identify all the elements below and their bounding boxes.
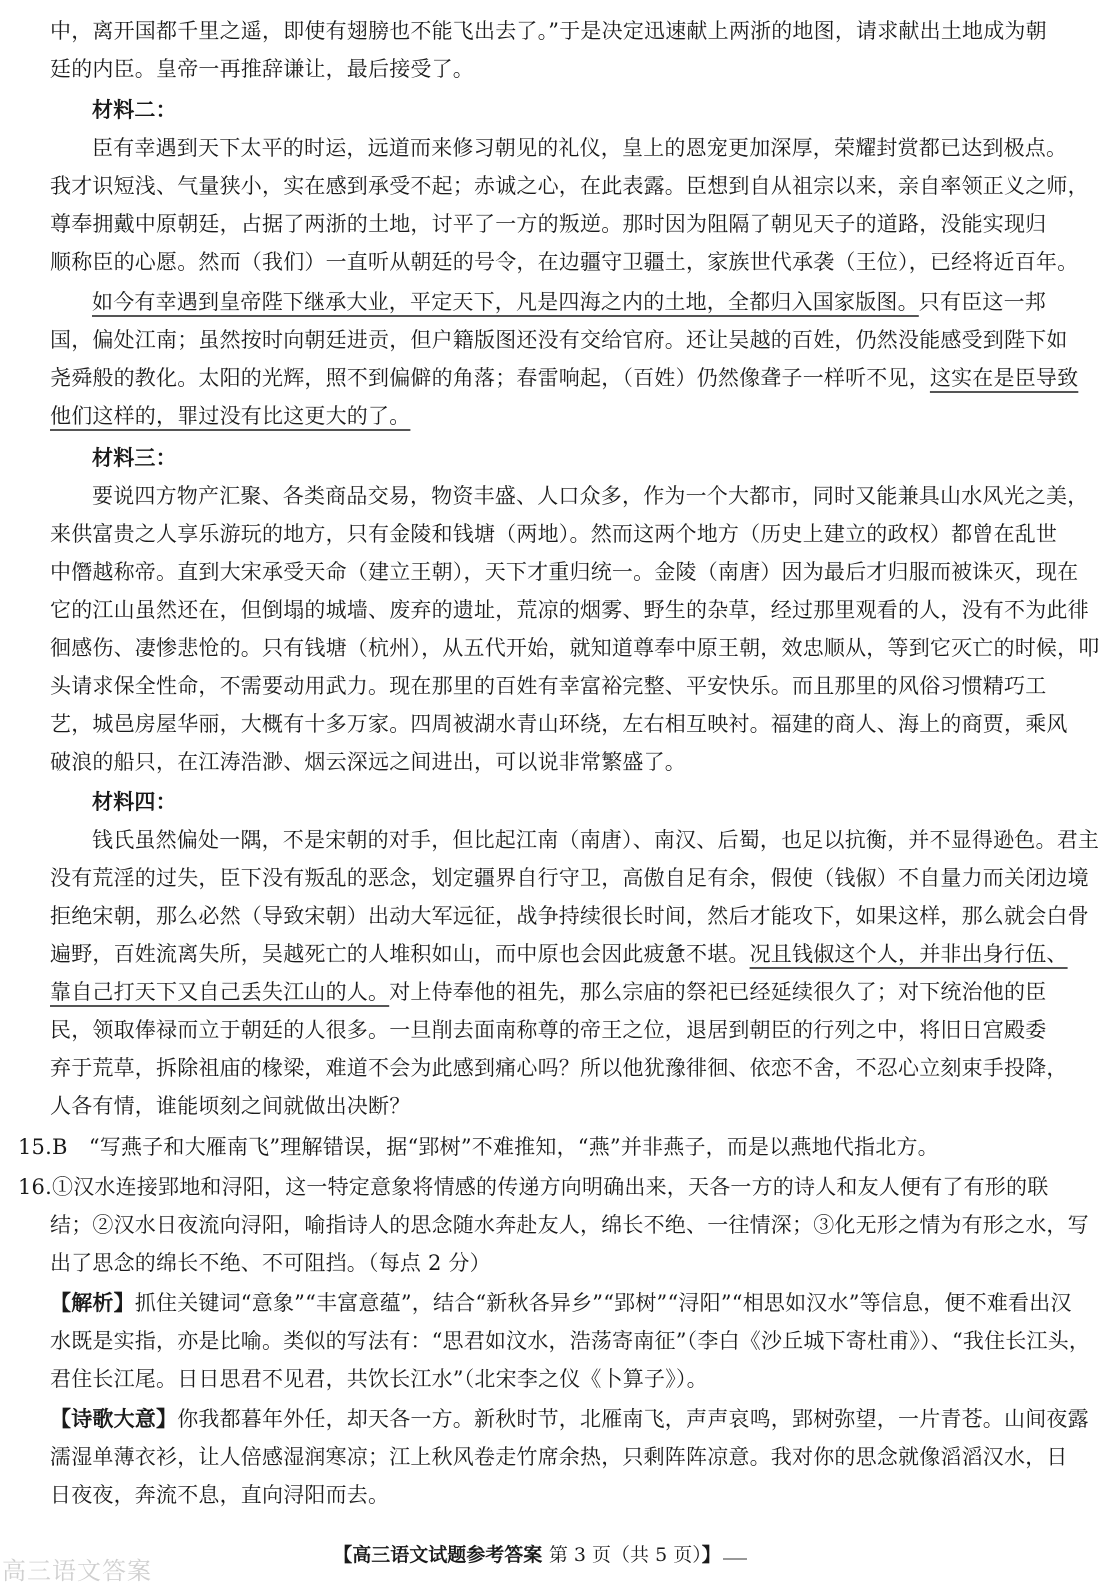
text-line: 靠自己打天下又自己丢失江山的人。对上侍奉他的祖先，那么宗庙的祭祀已经延续很久了；对下统治他的臣	[50, 980, 1047, 1004]
text-line: 要说四方物产汇聚、各类商品交易，物资丰盛、人口众多，作为一个大都市，同时又能兼具山水风光之美，	[92, 484, 1089, 508]
footer-title: 【高三语文试题参考答案	[333, 1544, 543, 1566]
text-line: 遍野，百姓流离失所，吴越死亡的人堆积如山，而中原也会因此疲惫不堪。况且钱俶这个人，并非出身行伍、	[50, 942, 1068, 966]
text-line: 濡湿单薄衣衫，让人倍感湿润寒凉；江上秋风卷走竹席余热，只剩阵阵凉意。我对你的思念就像滔滔汉水，日	[50, 1445, 1068, 1469]
analysis-line: 【解析】抓住关键词“意象”“丰富意蕴”，结合“新秋各异乡”“郢树”“浔阳”“相思如汉水”等信息，便不难看出汉	[50, 1290, 1072, 1315]
text-line: 结；②汉水日夜流向浔阳，喻指诗人的思念随水奔赴友人，绵长不绝、一往情深；③化无形之情为有形之水，写	[50, 1213, 1089, 1237]
text-line: 君住长江尾。日日思君不见君，共饮长江水”（北宋李之仪《卜算子》）。	[50, 1367, 708, 1391]
underlined-sentence: 这实在是臣导致	[929, 366, 1079, 390]
answer-15: 15.B “写燕子和大雁南飞”理解错误，据“郢树”不难推知，“燕”并非燕子，而是以燕地代指北方。	[18, 1135, 939, 1159]
text-line: 廷的内臣。皇帝一再推辞谦让，最后接受了。	[50, 57, 474, 81]
text-line: 来供富贵之人享乐游玩的地方，只有金陵和钱塘（两地）。然而这两个地方（历史上建立的政权）都曾在乱世	[50, 522, 1058, 546]
underlined-sentence: 靠自己打天下又自己丢失江山的人。	[50, 980, 390, 1004]
text-line: 钱氏虽然偏处一隅，不是宋朝的对手，但比起江南（南唐）、南汉、后蜀，也足以抗衡，并不显得逊色。君主	[92, 828, 1100, 852]
text-line: 水既是实指，亦是比喻。类似的写法有：“思君如汶水，浩荡寄南征”（李白《沙丘城下寄杜甫》）、“我住长江头，	[50, 1329, 1091, 1353]
poem-meaning-line: 【诗歌大意】你我都暮年外任，却天各一方。新秋时节，北雁南飞，声声哀鸣，郢树弥望，一片青苍。山间夜露	[50, 1406, 1089, 1431]
text-line	[50, 397, 1046, 435]
watermark: 高三语文答案	[2, 1557, 152, 1585]
text-line: 顺称臣的心愿。然而（我们）一直听从朝廷的号令，在边疆守卫疆土，家族世代承袭（王位），已经将近百年。	[50, 250, 1079, 274]
footer-close: 】	[701, 1544, 721, 1566]
text-line: 头请求保全性命，不需要动用武力。现在那里的百姓有幸富裕完整、平安快乐。而且那里的风俗习惯精巧工	[50, 674, 1047, 698]
underlined-sentence: 如今有幸遇到皇帝陛下继承大业，平定天下，凡是四海之内的土地，全都归入国家版图。	[92, 290, 919, 314]
text-line: 国，偏处江南；虽然按时向朝廷进贡，但户籍版图还没有交给官府。还让吴越的百姓，仍然没能感受到陛下如	[50, 328, 1068, 352]
text-line: 臣有幸遇到天下太平的时运，远道而来修习朝见的礼仪，皇上的恩宠更加深厚，荣耀封赏都已达到极点。	[92, 136, 1068, 160]
section-heading-material-4: 材料四：	[92, 789, 177, 814]
text-line: 弃于荒草，拆除祖庙的椽梁，难道不会为此感到痛心吗？所以他犹豫徘徊、依恋不舍，不忍心立刻束手投降，	[50, 1056, 1068, 1080]
text-line: 徊感伤、凄惨悲怆的。只有钱塘（杭州），从五代开始，就知道尊奉中原王朝，效忠顺从，等到它灭亡的时候，叩	[50, 636, 1100, 660]
answer-16: 16.①汉水连接郢地和浔阳，这一特定意象将情感的传递方向明确出来，天各一方的诗人和友人便有了有形的联	[18, 1175, 1049, 1199]
text-line: 我才识短浅、气量狭小，实在感到承受不起；赤诚之心，在此表露。臣想到自从祖宗以来，亲自率领正义之师，	[50, 174, 1089, 198]
text-line: 没有荒淫的过失，臣下没有叛乱的恶念，划定疆界自行守卫，高傲自足有余，假使（钱俶）不自量力而关闭边境	[50, 866, 1089, 890]
footer-decoration	[723, 1552, 747, 1560]
text-line: 尧舜般的教化。太阳的光辉，照不到偏僻的角落；春雷响起，（百姓）仍然像聋子一样听不见，这实在是臣导致	[50, 366, 1079, 390]
page-number: 第 3 页（共 5 页）	[548, 1544, 702, 1566]
text-line: 破浪的船只，在江涛浩渺、烟云深远之间进出，可以说非常繁盛了。	[50, 750, 686, 774]
poem-meaning-tag: 【诗歌大意】	[50, 1406, 178, 1431]
text-line: 如今有幸遇到皇帝陛下继承大业，平定天下，凡是四海之内的土地，全都归入国家版图。只有臣这一邦	[92, 290, 1046, 314]
underlined-sentence: 况且钱俶这个人，并非出身行伍、	[749, 942, 1068, 966]
text-line: 尊奉拥戴中原朝廷，占据了两浙的土地，讨平了一方的叛逆。那时因为阻隔了朝见天子的道路，没能实现归	[50, 212, 1047, 236]
text-line: 出了思念的绵长不绝、不可阻挡。（每点 2 分）	[50, 1251, 491, 1275]
underlined-sentence: 他们这样的，罪过没有比这更大的了。	[50, 404, 411, 428]
text-line: 艺，城邑房屋华丽，大概有十多万家。四周被湖水青山环绕，左右相互映衬。福建的商人、海上的商贾，乘风	[50, 712, 1068, 736]
text-line: 人各有情，谁能顷刻之间就做出决断？	[50, 1094, 411, 1118]
section-heading-material-3: 材料三：	[92, 445, 177, 470]
text-line: 中，离开国都千里之遥，即使有翅膀也不能飞出去了。”于是决定迅速献上两浙的地图，请求献出土地成为朝	[50, 19, 1047, 43]
analysis-tag: 【解析】	[50, 1290, 135, 1315]
text-line: 它的江山虽然还在，但倒塌的城墙、废弃的遗址，荒凉的烟雾、野生的杂草，经过那里观看的人，没有不为此徘	[50, 598, 1089, 622]
text-line: 日夜夜，奔流不息，直向浔阳而去。	[50, 1483, 390, 1507]
page-footer	[0, 1538, 1080, 1572]
text-line: 拒绝宋朝，那么必然（导致宋朝）出动大军远征，战争持续很长时间，然后才能攻下，如果这样，那么就会白骨	[50, 904, 1089, 928]
text-line: 民，领取俸禄而立于朝廷的人很多。一旦削去面南称尊的帝王之位，退居到朝臣的行列之中，将旧日宫殿委	[50, 1018, 1047, 1042]
section-heading-material-2: 材料二：	[92, 97, 177, 122]
text-line: 中僭越称帝。直到大宋承受天命（建立王朝），天下才重归统一。金陵（南唐）因为最后才归服而被诛灭，现在	[50, 560, 1079, 584]
